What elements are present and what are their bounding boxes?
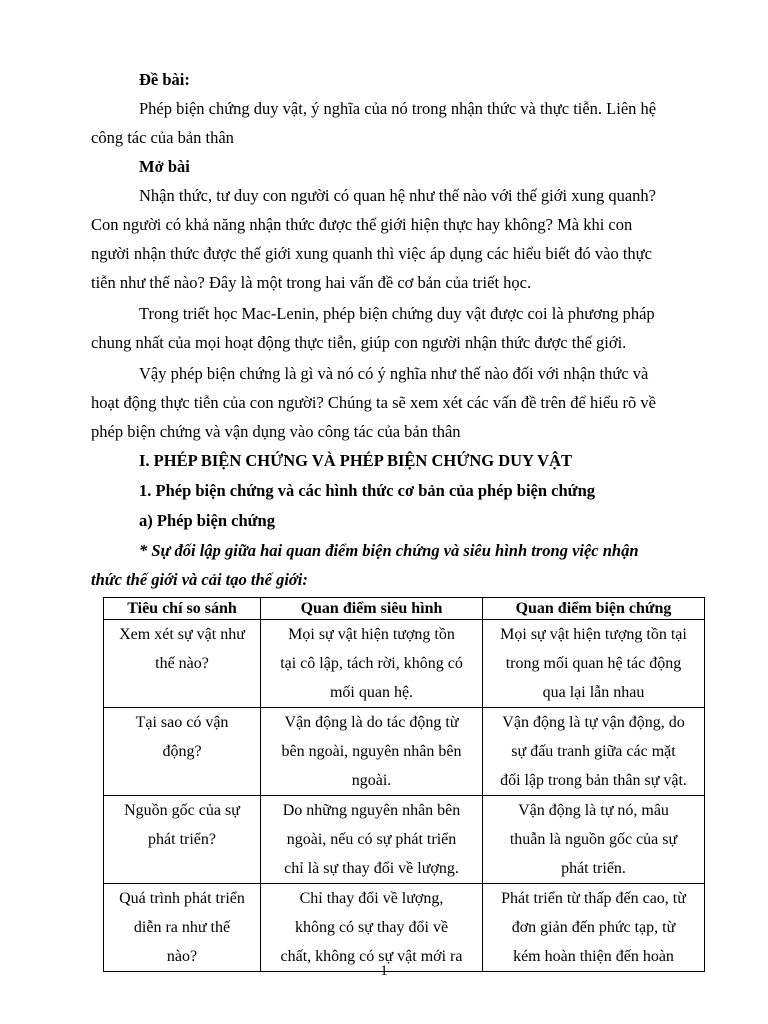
para1-line-2: Con người có khả năng nhận thức được thế giới hiện thực hay không? Mà khi con [91, 215, 633, 234]
para2-line-2: chung nhất của mọi hoạt động thực tiễn, giúp con người nhận thức được thế giới. [91, 333, 627, 352]
table-cell: Vận động là do tác động từ bên ngoài, nguyên nhân bên ngoài. [261, 708, 483, 796]
table-cell: Xem xét sự vật như thế nào? [104, 620, 261, 708]
subsection-1a-heading: a) Phép biện chứng [139, 511, 275, 530]
para3-line-3: phép biện chứng và vận dụng vào công tác của bản thân [91, 422, 461, 441]
para2-line-1: Trong triết học Mac-Lenin, phép biện chứng duy vật được coi là phương pháp [139, 304, 655, 323]
table-cell: Tại sao có vận động? [104, 708, 261, 796]
table-row [104, 884, 705, 972]
table-row [104, 796, 705, 884]
table-cell: Vận động là tự nó, mâu thuẫn là nguồn gốc của sự phát triển. [483, 796, 705, 884]
table-cell: Mọi sự vật hiện tượng tồn tại cô lập, tách rời, không có mối quan hệ. [261, 620, 483, 708]
para3-line-1: Vậy phép biện chứng là gì và nó có ý nghĩa như thế nào đối với nhận thức và [139, 364, 649, 383]
subsection-1-heading: 1. Phép biện chứng và các hình thức cơ bản của phép biện chứng [139, 481, 596, 500]
para1-line-1: Nhận thức, tư duy con người có quan hệ như thế nào với thế giới xung quanh? [139, 186, 656, 205]
para3-line-2: hoạt động thực tiễn của con người? Chúng ta sẽ xem xét các vấn đề trên để hiểu rõ về [91, 393, 656, 412]
table-row [104, 620, 705, 708]
table-cell: Quá trình phát triển diễn ra như thế nào? [104, 884, 261, 972]
table-header-cell: Quan điểm siêu hình [261, 598, 483, 620]
italic-heading-line-2: thức thế giới và cải tạo thế giới: [91, 570, 308, 589]
table-cell: Vận động là tự vận động, do sự đấu tranh giữa các mặt đối lập trong bản thân sự vật. [483, 708, 705, 796]
heading-de-bai: Đề bài: [139, 70, 190, 89]
table-row [104, 708, 705, 796]
section-1-heading: I. PHÉP BIỆN CHỨNG VÀ PHÉP BIỆN CHỨNG DUY VẬT [139, 451, 573, 470]
table-cell: Chỉ thay đổi về lượng, không có sự thay đổi về chất, không có sự vật mới ra [261, 884, 483, 972]
table-cell: Nguồn gốc của sự phát triển? [104, 796, 261, 884]
page-number: 1 [380, 963, 388, 979]
heading-mo-bai: Mở bài [139, 157, 190, 176]
italic-heading-line-1: * Sự đối lập giữa hai quan điểm biện chứng và siêu hình trong việc nhận [139, 541, 639, 560]
table-header-cell: Quan điểm biện chứng [483, 598, 705, 620]
topic-line-1: Phép biện chứng duy vật, ý nghĩa của nó trong nhận thức và thực tiễn. Liên hệ [139, 99, 657, 118]
table-header-cell: Tiêu chí so sánh [104, 598, 261, 620]
comparison-table [103, 597, 705, 972]
para1-line-4: tiễn như thế nào? Đây là một trong hai vấn đề cơ bản của triết học. [91, 273, 532, 292]
table-cell: Do những nguyên nhân bên ngoài, nếu có sự phát triển chỉ là sự thay đổi về lượng. [261, 796, 483, 884]
table-cell: Phát triển từ thấp đến cao, từ đơn giản đến phức tạp, từ kém hoàn thiện đến hoàn [483, 884, 705, 972]
table-cell: Mọi sự vật hiện tượng tồn tại trong mối quan hệ tác động qua lại lẫn nhau [483, 620, 705, 708]
topic-line-2: công tác của bản thân [91, 128, 234, 147]
table-header-row [104, 598, 705, 620]
para1-line-3: người nhận thức được thế giới xung quanh thì việc áp dụng các hiểu biết đó vào thực [91, 244, 652, 263]
